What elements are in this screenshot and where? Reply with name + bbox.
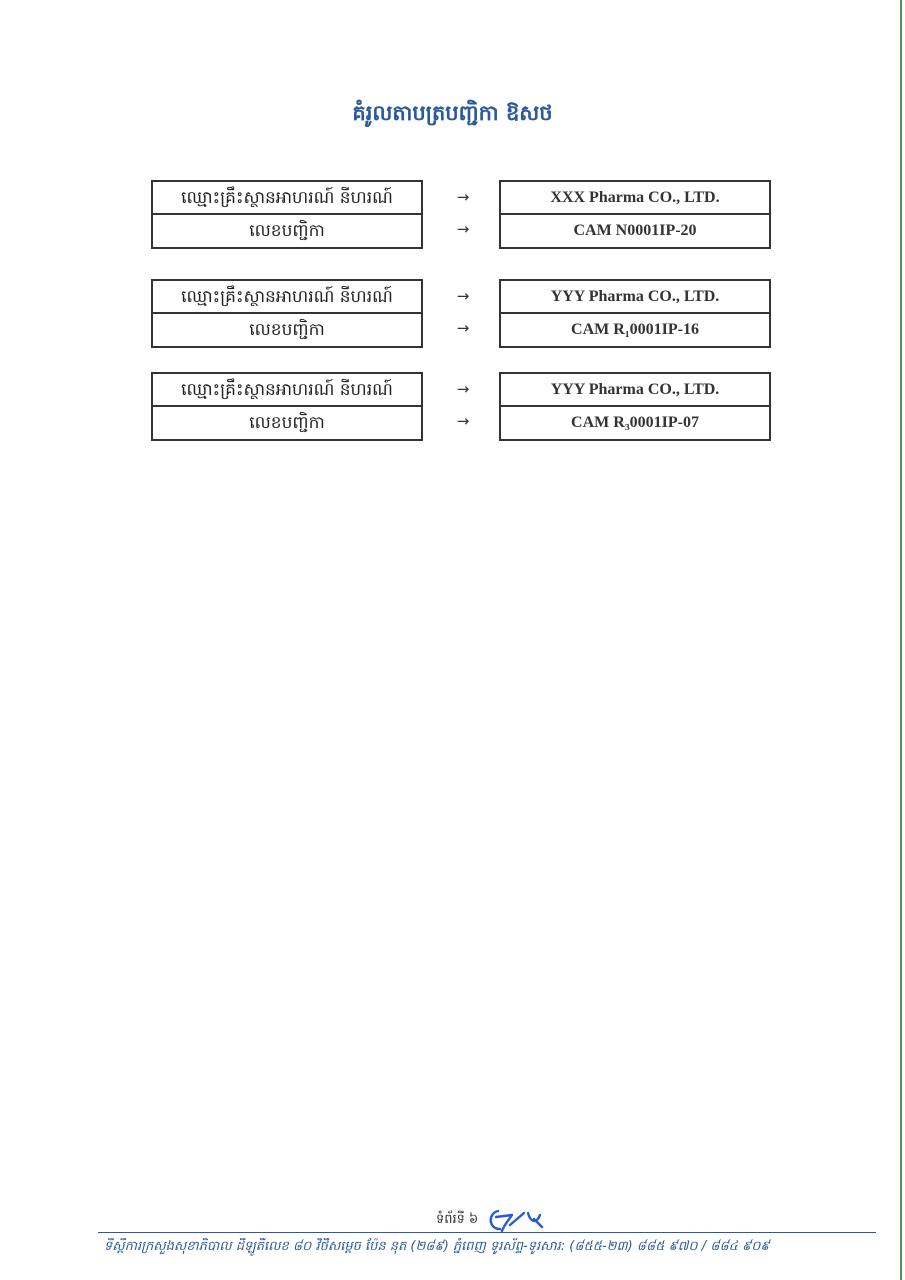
registration-number-value: CAM R₃0001IP-07: [571, 414, 699, 431]
value-box: [499, 372, 771, 441]
arrow-icon: →: [456, 380, 470, 398]
registration-number-value: CAM R₁0001IP-16: [571, 321, 699, 338]
page-edge-line: [900, 0, 902, 1280]
establishment-name-label: ឈ្មោះគ្រឹះស្ថានអាហរណ៍ នីហរណ៍: [153, 374, 421, 407]
footer-divider: [98, 1232, 876, 1233]
page-label: ទំព័រទី ៦: [436, 1211, 479, 1227]
value-box: [499, 279, 771, 348]
registration-group: [151, 372, 771, 439]
arrow-icon: →: [456, 188, 470, 206]
label-box: [151, 372, 423, 441]
footer-address: ទីស្តីការក្រសួងសុខាភិបាល ដីឡូតិ៍លេខ ៨០ វិថីសម្តេច ប៉ែន នុត (២៨៩) ភ្នំពេញ ទូរស័ព្ទ-ទូរសារ: (៨៥៥-២៣) ៨៨៥ ៩៧០ / ៨៨៤ ៩០៩: [104, 1239, 770, 1254]
company-name-value: YYY Pharma CO., LTD.: [501, 374, 769, 407]
signature-initials: [484, 1207, 554, 1233]
registration-number-label: លេខបញ្ជិកា: [249, 320, 325, 340]
arrow-icon: →: [456, 220, 470, 238]
registration-number-label: លេខបញ្ជិកា: [249, 221, 325, 241]
page-number: [436, 1207, 554, 1233]
registration-number-value: CAM N0001IP-20: [573, 222, 697, 239]
registration-group: [151, 279, 771, 346]
establishment-name-label: ឈ្មោះគ្រឹះស្ថានអាហរណ៍ នីហរណ៍: [153, 281, 421, 314]
company-name-value: YYY Pharma CO., LTD.: [501, 281, 769, 314]
label-box: [151, 180, 423, 249]
value-box: [499, 180, 771, 249]
establishment-name-label: ឈ្មោះគ្រឹះស្ថានអាហរណ៍ នីហរណ៍: [153, 182, 421, 215]
label-box: [151, 279, 423, 348]
company-name-value: XXX Pharma CO., LTD.: [501, 182, 769, 215]
registration-number-label: លេខបញ្ជិកា: [249, 413, 325, 433]
arrow-icon: →: [456, 412, 470, 430]
arrow-icon: →: [456, 319, 470, 337]
arrow-icon: →: [456, 287, 470, 305]
document-title: គំរូលតាបត្របញ្ជិកា ឱសថ: [352, 101, 553, 125]
registration-group: [151, 180, 771, 247]
